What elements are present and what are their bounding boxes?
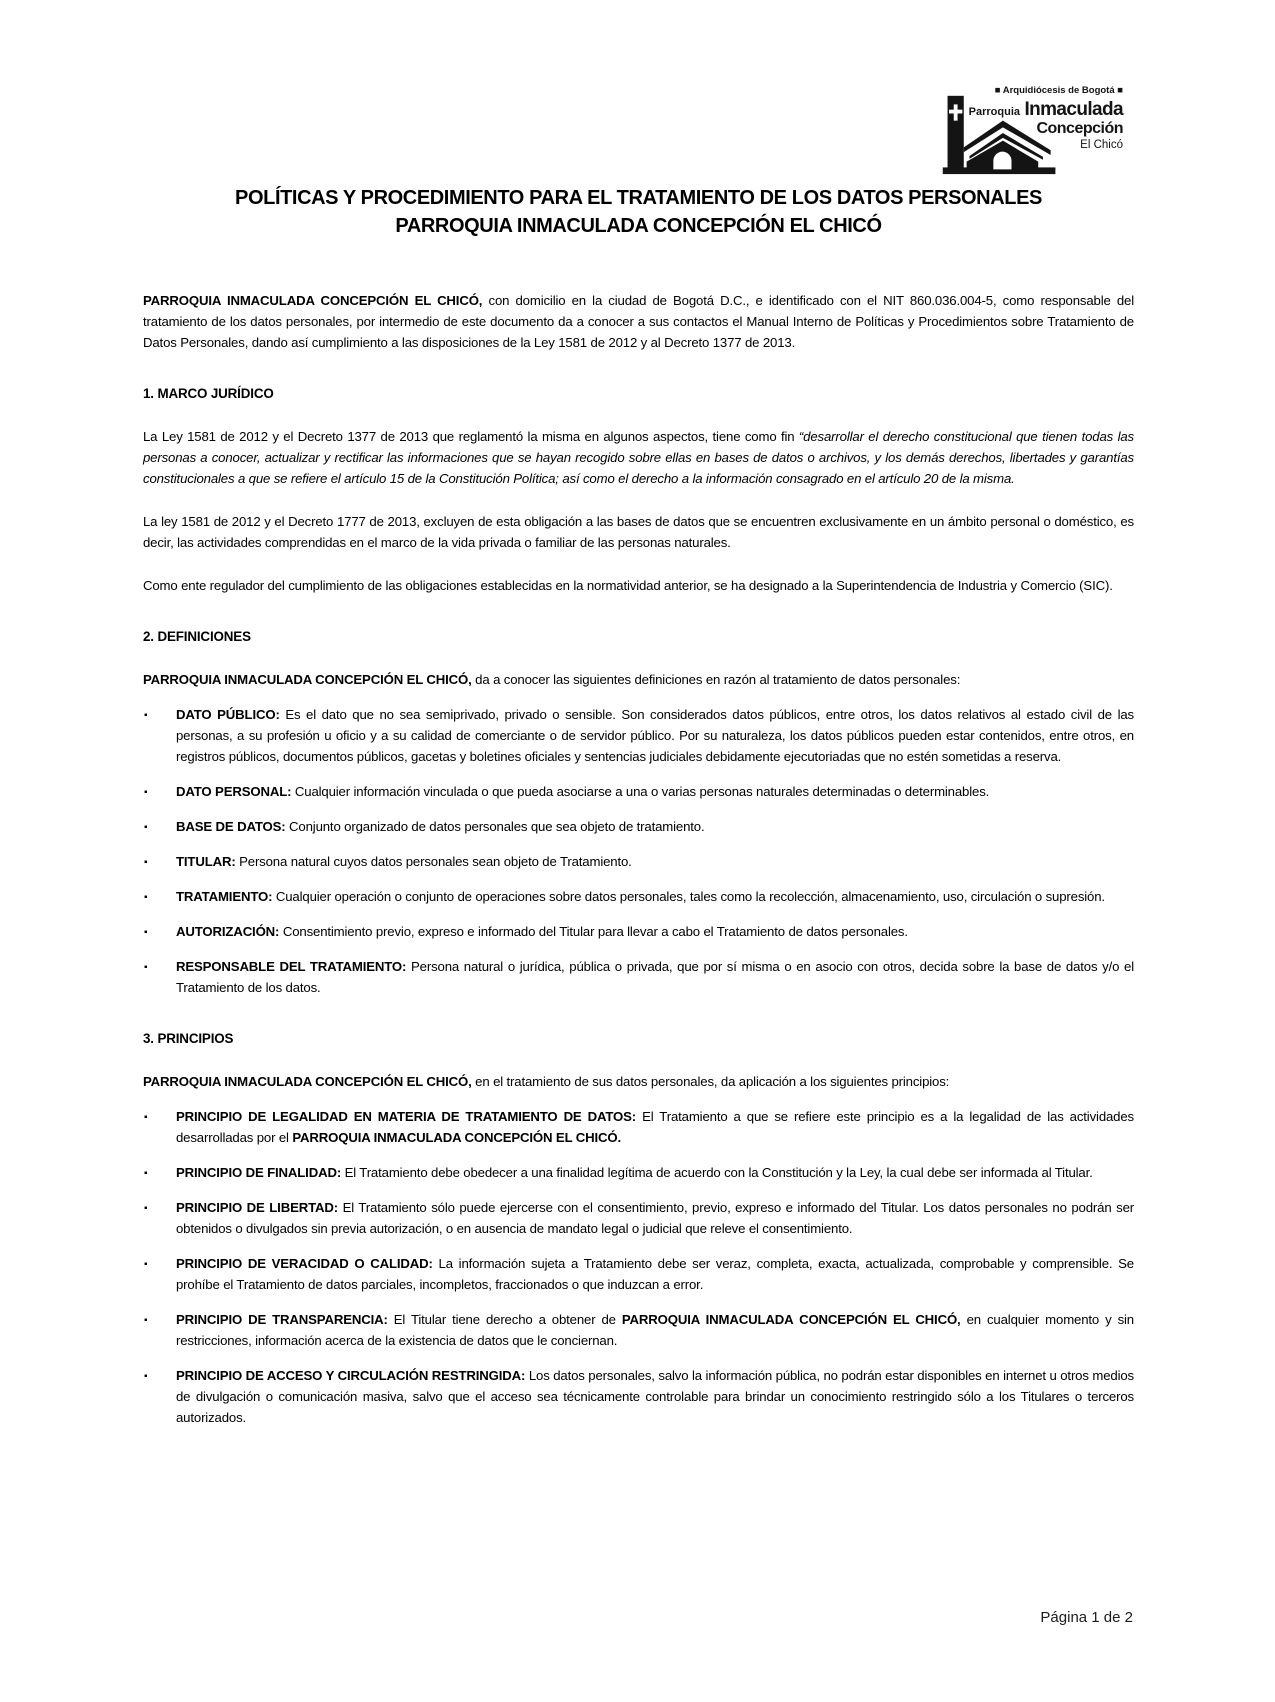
marco-paragraph-2: La ley 1581 de 2012 y el Decreto 1777 de 2013, excluyen de esta obligación a las bases de datos que se encuentren exclusivamente en un ámbito personal o doméstico, es decir, las actividades comprendidas en el marco de la vida privada o familiar de las personas naturales. — [143, 514, 1134, 550]
bullet-icon: ▪ — [144, 1371, 148, 1382]
marco-paragraph-1 — [143, 426, 1134, 489]
principios-intro-text: en el tratamiento de sus datos personales, da aplicación a los siguientes principios: — [471, 1074, 950, 1089]
page-title-line1: POLÍTICAS Y PROCEDIMIENTO PARA EL TRATAMIENTO DE LOS DATOS PERSONALES — [235, 187, 1042, 209]
definition-term: DATO PERSONAL: — [176, 784, 292, 799]
page-title — [143, 184, 1134, 240]
principle-term: PRINCIPIO DE VERACIDAD O CALIDAD: — [176, 1256, 433, 1271]
definition-item-tratamiento — [143, 886, 1134, 907]
definiciones-intro — [143, 669, 1134, 690]
definition-text: Conjunto organizado de datos personales que sea objeto de tratamiento. — [285, 819, 705, 834]
definition-term: AUTORIZACIÓN: — [176, 924, 280, 939]
principle-item-veracidad — [143, 1253, 1134, 1295]
principle-term: PRINCIPIO DE FINALIDAD: — [176, 1165, 342, 1180]
definition-item-titular — [143, 851, 1134, 872]
definition-text: Es el dato que no sea semiprivado, privado o sensible. Son considerados datos públicos, entre otros, los datos relativos al estado civil de las personas, a su profesión u oficio y a su calidad de comerciante o de servidor público. Por su naturaleza, los datos públicos pueden estar contenidos, entre otros, en registros públicos, documentos públicos, gacetas y boletines oficiales y sentencias judiciales debidamente ejecutoriadas que no estén sometidas a reserva. — [176, 707, 1135, 764]
principle-text-2: en cualquier momento y sin restricciones, información acerca de la existencia de datos que le conciernan. — [176, 1312, 1134, 1348]
principle-text: El Titular tiene derecho a obtener de — [387, 1312, 622, 1327]
bullet-icon: ▪ — [144, 787, 148, 798]
definition-text: Cualquier operación o conjunto de operaciones sobre datos personales, tales como la recolección, almacenamiento, uso, circulación o supresión. — [272, 889, 1105, 904]
page-title-line2: PARROQUIA INMACULADA CONCEPCIÓN EL CHICÓ — [395, 215, 882, 237]
principle-term: PRINCIPIO DE LEGALIDAD EN MATERIA DE TRATAMIENTO DE DATOS: — [176, 1109, 637, 1124]
principios-intro-bold: PARROQUIA INMACULADA CONCEPCIÓN EL CHICÓ, — [143, 1074, 472, 1089]
definition-text: Consentimiento previo, expreso e informado del Titular para llevar a cabo el Tratamiento de datos personales. — [279, 924, 908, 939]
bullet-icon: ▪ — [144, 1315, 148, 1326]
definition-text: Persona natural o jurídica, pública o privada, que por sí misma o en asocio con otros, decida sobre la base de datos y/o el Tratamiento de los datos. — [176, 959, 1134, 995]
page-number: Página 1 de 2 — [1040, 1609, 1133, 1626]
definition-term: BASE DE DATOS: — [176, 819, 286, 834]
marco-p1-normal: La Ley 1581 de 2012 y el Decreto 1377 de 2013 que reglamentó la misma en algunos aspectos, tiene como fin — [143, 429, 799, 444]
definition-term: TRATAMIENTO: — [176, 889, 273, 904]
bullet-icon: ▪ — [144, 1259, 148, 1270]
el-chico-label: El Chicó — [1080, 138, 1123, 151]
bullet-icon: ▪ — [144, 710, 148, 721]
definition-term: DATO PÚBLICO: — [176, 707, 280, 722]
definitions-list — [143, 704, 1134, 998]
definiciones-intro-text: da a conocer las siguientes definiciones en razón al tratamiento de datos personales: — [471, 672, 961, 687]
principle-term: PRINCIPIO DE TRANSPARENCIA: — [176, 1312, 388, 1327]
bullet-icon: ▪ — [144, 1168, 148, 1179]
principle-item-acceso — [143, 1365, 1134, 1428]
bullet-icon: ▪ — [144, 857, 148, 868]
principle-text: Los datos personales, salvo la información pública, no podrán estar disponibles en internet u otros medios de divulgación o comunicación masiva, salvo que el acceso sea técnicamente controlable para brindar un conocimiento restringido sólo a los Titulares o terceros autorizados. — [176, 1368, 1134, 1425]
bullet-icon: ▪ — [144, 822, 148, 833]
intro-lead-bold: PARROQUIA INMACULADA CONCEPCIÓN EL CHICÓ, — [143, 293, 483, 308]
document-content — [143, 0, 1134, 1428]
bullet-icon: ▪ — [144, 1112, 148, 1123]
definition-item-dato-publico — [143, 704, 1134, 767]
principle-term: PRINCIPIO DE ACCESO Y CIRCULACIÓN RESTRINGIDA: — [176, 1368, 526, 1383]
marco-paragraph-3: Como ente regulador del cumplimiento de las obligaciones establecidas en la normatividad anterior, se ha designado a la Superintendencia de Industria y Comercio (SIC). — [143, 578, 1113, 593]
definition-text: Persona natural cuyos datos personales sean objeto de Tratamiento. — [235, 854, 632, 869]
concepcion-label: Concepción — [1036, 119, 1123, 137]
definition-item-autorizacion — [143, 921, 1134, 942]
definition-item-base-de-datos — [143, 816, 1134, 837]
definition-term: TITULAR: — [176, 854, 236, 869]
principle-text: El Tratamiento sólo puede ejercerse con el consentimiento, previo, expreso e informado del Titular. Los datos personales no podrán ser obtenidos o divulgados sin previa autorización, o en ausencia de mandato legal o judicial que releve el consentimiento. — [176, 1200, 1134, 1236]
definition-term: RESPONSABLE DEL TRATAMIENTO: — [176, 959, 407, 974]
bullet-icon: ▪ — [144, 1203, 148, 1214]
principle-text: El Tratamiento debe obedecer a una finalidad legítima de acuerdo con la Constitución y la Ley, la cual debe ser informada al Titular. — [341, 1165, 1093, 1180]
marco-p1-quote-italic: “desarrollar el derecho constitucional que tienen todas las personas a conocer, actualizar y rectificar las informaciones que se hayan recogido sobre ellas en bases de datos o archivos, y los demás derechos, libertades y garantías constitucionales a que se refiere el artículo 15 de la Constitución Política; así como el derecho a la información consagrado en el artículo 20 de la misma. — [143, 429, 1134, 486]
principle-term: PRINCIPIO DE LIBERTAD: — [176, 1200, 338, 1215]
principle-item-finalidad — [143, 1162, 1134, 1183]
principle-item-libertad — [143, 1197, 1134, 1239]
principle-bold-ref: PARROQUIA INMACULADA CONCEPCIÓN EL CHICÓ, — [621, 1312, 961, 1327]
principle-bold-ref: PARROQUIA INMACULADA CONCEPCIÓN EL CHICÓ. — [292, 1130, 622, 1145]
principles-list — [143, 1106, 1134, 1428]
principios-intro — [143, 1071, 1134, 1092]
intro-paragraph — [143, 290, 1134, 353]
bullet-icon: ▪ — [144, 892, 148, 903]
definiciones-intro-bold: PARROQUIA INMACULADA CONCEPCIÓN EL CHICÓ, — [143, 672, 472, 687]
bullet-icon: ▪ — [144, 927, 148, 938]
section-heading-marco-juridico: 1. MARCO JURÍDICO — [143, 386, 274, 401]
principle-item-legalidad — [143, 1106, 1134, 1148]
archdiocese-label: ■ Arquidiócesis de Bogotá ■ — [994, 85, 1123, 96]
parroquia-label: Parroquia — [968, 105, 1020, 118]
principle-item-transparencia — [143, 1309, 1134, 1351]
definition-item-responsable — [143, 956, 1134, 998]
definition-item-dato-personal — [143, 781, 1134, 802]
definition-text: Cualquier información vinculada o que pueda asociarse a una o varias personas naturales determinadas o determinables. — [291, 784, 990, 799]
section-heading-principios: 3. PRINCIPIOS — [143, 1031, 234, 1046]
principle-text: La información sujeta a Tratamiento debe ser veraz, completa, exacta, actualizada, comprobable y comprensible. Se prohíbe el Tratamiento de datos parciales, incompletos, fraccionados o que induzcan a error. — [176, 1256, 1134, 1292]
principle-text: El Tratamiento a que se refiere este principio es a la legalidad de las actividades desarrolladas por el — [176, 1109, 1134, 1145]
inmaculada-label: Inmaculada — [1024, 98, 1123, 120]
bullet-icon: ▪ — [144, 962, 148, 973]
intro-text: con domicilio en la ciudad de Bogotá D.C., e identificado con el NIT 860.036.004-5, como responsable del tratamiento de los datos personales, por intermedio de este documento da a conocer a sus contactos el Manual Interno de Políticas y Procedimientos sobre Tratamiento de Datos Personales, dando así cumplimiento a las disposiciones de la Ley 1581 de 2012 y al Decreto 1377 de 2013. — [143, 293, 1134, 350]
section-heading-definiciones: 2. DEFINICIONES — [143, 629, 251, 644]
